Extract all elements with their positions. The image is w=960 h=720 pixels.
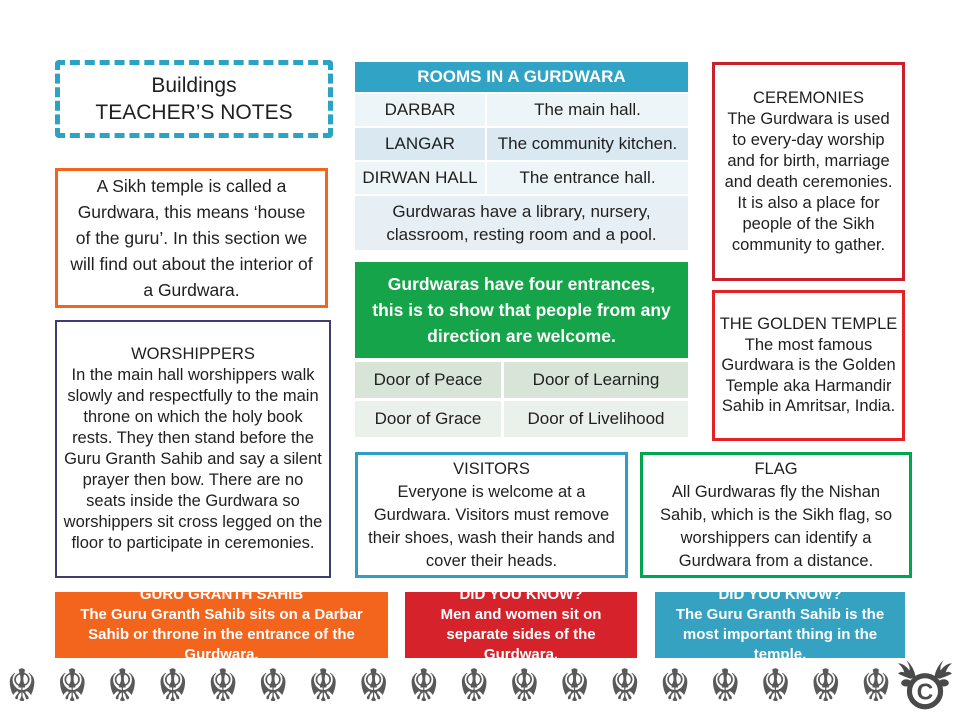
door-cell: Door of Peace bbox=[355, 362, 501, 398]
doors-table bbox=[355, 362, 688, 440]
room-desc: The main hall. bbox=[487, 94, 688, 126]
khanda-icon: ☬ bbox=[759, 658, 792, 712]
room-desc: The community kitchen. bbox=[487, 128, 688, 160]
flag-text: All Gurdwaras fly the Nishan Sahib, which is the Sikh flag, so worshippers can identify a Gurdwara from a distance. bbox=[659, 482, 893, 570]
did-you-know-teal-text: The Guru Granth Sahib is the most important thing in the temple. bbox=[675, 606, 885, 663]
door-cell: Door of Grace bbox=[355, 401, 501, 437]
worshippers-title: WORSHIPPERS bbox=[131, 345, 255, 363]
khanda-icon: ☬ bbox=[357, 658, 390, 712]
did-you-know-red-banner bbox=[405, 586, 637, 663]
khanda-icon: ☬ bbox=[809, 658, 842, 712]
entrances-box bbox=[355, 262, 688, 358]
khanda-icon: ☬ bbox=[407, 658, 440, 712]
khanda-icon: ☬ bbox=[156, 658, 189, 712]
room-name: LANGAR bbox=[355, 128, 485, 160]
entrances-text: Gurdwaras have four entrances, this is to show that people from any direction are welcome. bbox=[372, 274, 671, 346]
flag-title: FLAG bbox=[754, 459, 798, 478]
worshippers-box bbox=[55, 320, 331, 578]
khanda-icon: ☬ bbox=[709, 658, 742, 712]
visitors-title: VISITORS bbox=[453, 459, 530, 478]
khanda-icon: ☬ bbox=[659, 658, 692, 712]
rooms-table-header: ROOMS IN A GURDWARA bbox=[355, 62, 688, 92]
door-cell: Door of Learning bbox=[504, 362, 688, 398]
visitors-text: Everyone is welcome at a Gurdwara. Visitors must remove their shoes, wash their hands and cover their heads. bbox=[368, 482, 615, 570]
visitors-box bbox=[355, 452, 628, 578]
intro-box bbox=[55, 168, 328, 308]
table-row bbox=[355, 162, 688, 194]
khanda-icon: ☬ bbox=[859, 658, 892, 712]
table-row bbox=[355, 362, 688, 398]
khanda-icon: ☬ bbox=[6, 658, 38, 712]
intro-text: A Sikh temple is called a Gurdwara, this means ‘house of the guru’. In this section we will find out about the interior of a Gurdwara. bbox=[70, 176, 313, 300]
khanda-icon: ☬ bbox=[608, 658, 641, 712]
worshippers-text: In the main hall worshippers walk slowly and respectfully to the main throne on which the holy book rests. They then stand before the Guru Granth Sahib and say a silent prayer then bow. There are no seats inside the Gurdwara so worshippers sit cross legged on the floor to participate in ceremonies. bbox=[63, 366, 323, 552]
guru-granth-title: GURU GRANTH SAHIB bbox=[139, 586, 304, 603]
khanda-icon: ☬ bbox=[558, 658, 591, 712]
table-row bbox=[355, 94, 688, 126]
khanda-icon: ☬ bbox=[56, 658, 89, 712]
khanda-icon: ☬ bbox=[257, 658, 290, 712]
khanda-icon: ☬ bbox=[508, 658, 541, 712]
khanda-icon: ☬ bbox=[307, 658, 340, 712]
table-row bbox=[355, 401, 688, 437]
rooms-table bbox=[355, 62, 688, 250]
did-you-know-red-title: DID YOU KNOW? bbox=[459, 586, 583, 603]
copyright-moose-icon bbox=[898, 657, 952, 713]
slide-title-line2: TEACHER’S NOTES bbox=[95, 101, 293, 124]
guru-granth-text: The Guru Granth Sahib sits on a Darbar Sahib or throne in the entrance of the Gurdwara. bbox=[80, 606, 363, 663]
room-name: DIRWAN HALL bbox=[355, 162, 485, 194]
golden-temple-title: THE GOLDEN TEMPLE bbox=[719, 315, 898, 334]
rooms-table-footer: Gurdwaras have a library, nursery, classroom, resting room and a pool. bbox=[355, 196, 688, 250]
did-you-know-teal-title: DID YOU KNOW? bbox=[718, 586, 842, 603]
khanda-icon: ☬ bbox=[458, 658, 491, 712]
khanda-strip bbox=[6, 658, 892, 712]
flag-box bbox=[640, 452, 912, 578]
golden-temple-box bbox=[712, 290, 905, 441]
khanda-icon: ☬ bbox=[206, 658, 239, 712]
khanda-icon: ☬ bbox=[106, 658, 139, 712]
did-you-know-teal-banner bbox=[655, 586, 905, 663]
ceremonies-box bbox=[712, 62, 905, 281]
copyright-letter: C bbox=[916, 678, 934, 705]
table-row bbox=[355, 128, 688, 160]
did-you-know-red-text: Men and women sit on separate sides of the Gurdwara. bbox=[440, 606, 602, 663]
guru-granth-banner bbox=[55, 586, 388, 663]
room-name: DARBAR bbox=[355, 94, 485, 126]
room-desc: The entrance hall. bbox=[487, 162, 688, 194]
door-cell: Door of Livelihood bbox=[504, 401, 688, 437]
ceremonies-text: The Gurdwara is used to every-day worship and for birth, marriage and death ceremonies. It is also a place for people of the Sikh community to gather. bbox=[724, 109, 893, 254]
slide-title-line1: Buildings bbox=[151, 74, 237, 97]
golden-temple-text: The most famous Gurdwara is the Golden Temple aka Harmandir Sahib in Amritsar, India. bbox=[721, 335, 896, 416]
ceremonies-title: CEREMONIES bbox=[753, 88, 864, 107]
title-box bbox=[55, 60, 333, 138]
